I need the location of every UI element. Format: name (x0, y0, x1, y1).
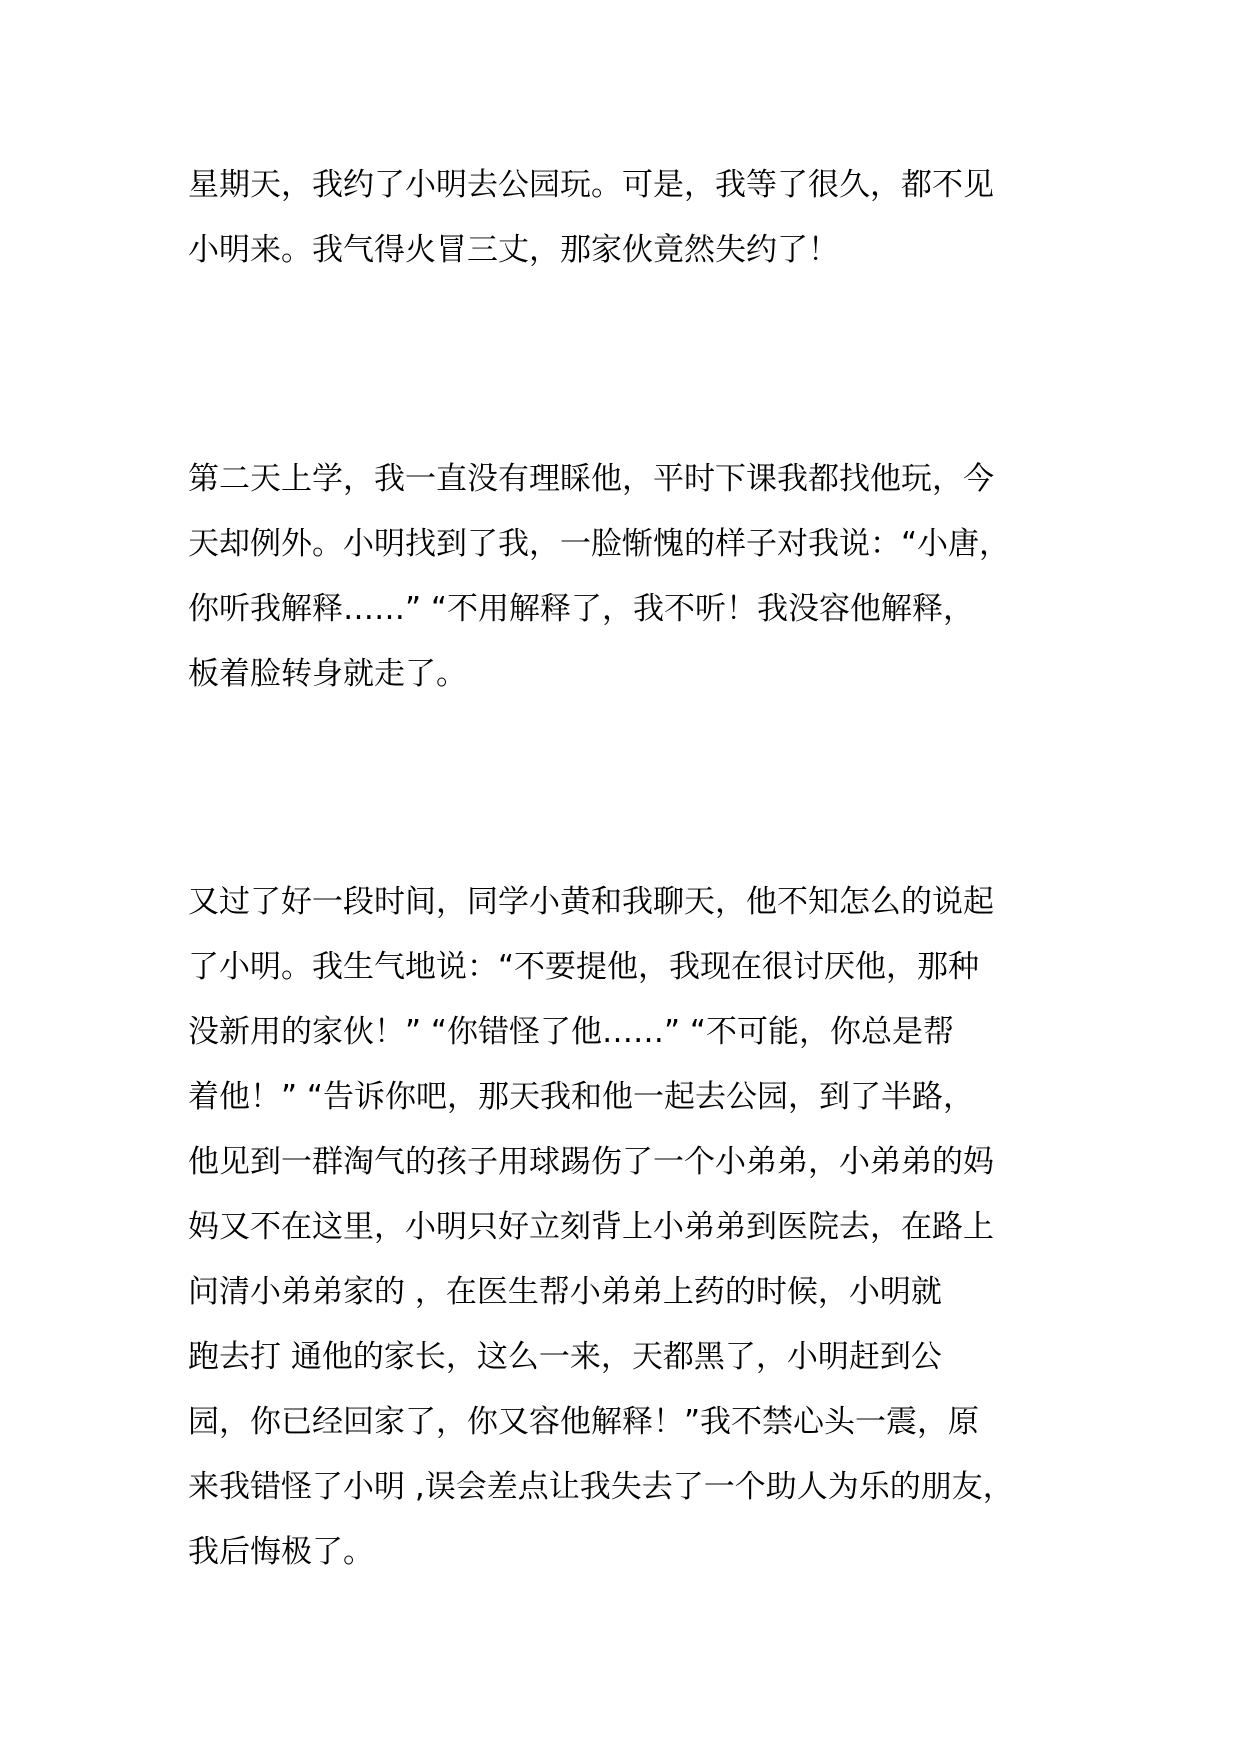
text-line: 问清小弟弟家的 ，在医生帮小弟弟上药的时候，小明就 (188, 1274, 942, 1310)
text-line: 跑去打 通他的家长，这么一来，天都黑了，小明赶到公 (188, 1339, 942, 1375)
paragraph-1 (188, 153, 1068, 283)
text-line: 板着脸转身就走了。 (188, 656, 467, 692)
text-line: 天却例外。小明找到了我，一脸惭愧的样子对我说：“小唐， (188, 526, 1011, 562)
text-line: 妈又不在这里，小明只好立刻背上小弟弟到医院去，在路上 (188, 1209, 994, 1245)
text-line: 第二天上学，我一直没有理睬他，平时下课我都找他玩，今 (188, 461, 994, 497)
text-line: 没新用的家伙！” “你错怪了他……” “不可能，你总是帮 (188, 1014, 954, 1050)
text-line: 了小明。我生气地说：“不要提他，我现在很讨厌他，那种 (188, 949, 980, 985)
text-line: 小明来。我气得火冒三丈，那家伙竟然失约了！ (188, 232, 839, 268)
text-line: 园，你已经回家了，你又容他解释！”我不禁心头一震，原 (188, 1404, 980, 1440)
text-line: 又过了好一段时间，同学小黄和我聊天，他不知怎么的说起 (188, 884, 994, 920)
text-line: 来我错怪了小明 ,误会差点让我失去了一个助人为乐的朋友， (188, 1469, 1014, 1505)
text-line: 星期天，我约了小明去公园玩。可是，我等了很久，都不见 (188, 167, 994, 203)
paragraph-3 (188, 870, 1068, 1585)
text-line: 你听我解释……” “不用解释了，我不听！我没容他解释， (188, 591, 974, 627)
text-line: 他见到一群淘气的孩子用球踢伤了一个小弟弟，小弟弟的妈 (188, 1144, 994, 1180)
text-line: 着他！” “告诉你吧，那天我和他一起去公园，到了半路， (188, 1079, 974, 1115)
text-line: 我后悔极了。 (188, 1534, 374, 1570)
paragraph-2 (188, 447, 1068, 707)
